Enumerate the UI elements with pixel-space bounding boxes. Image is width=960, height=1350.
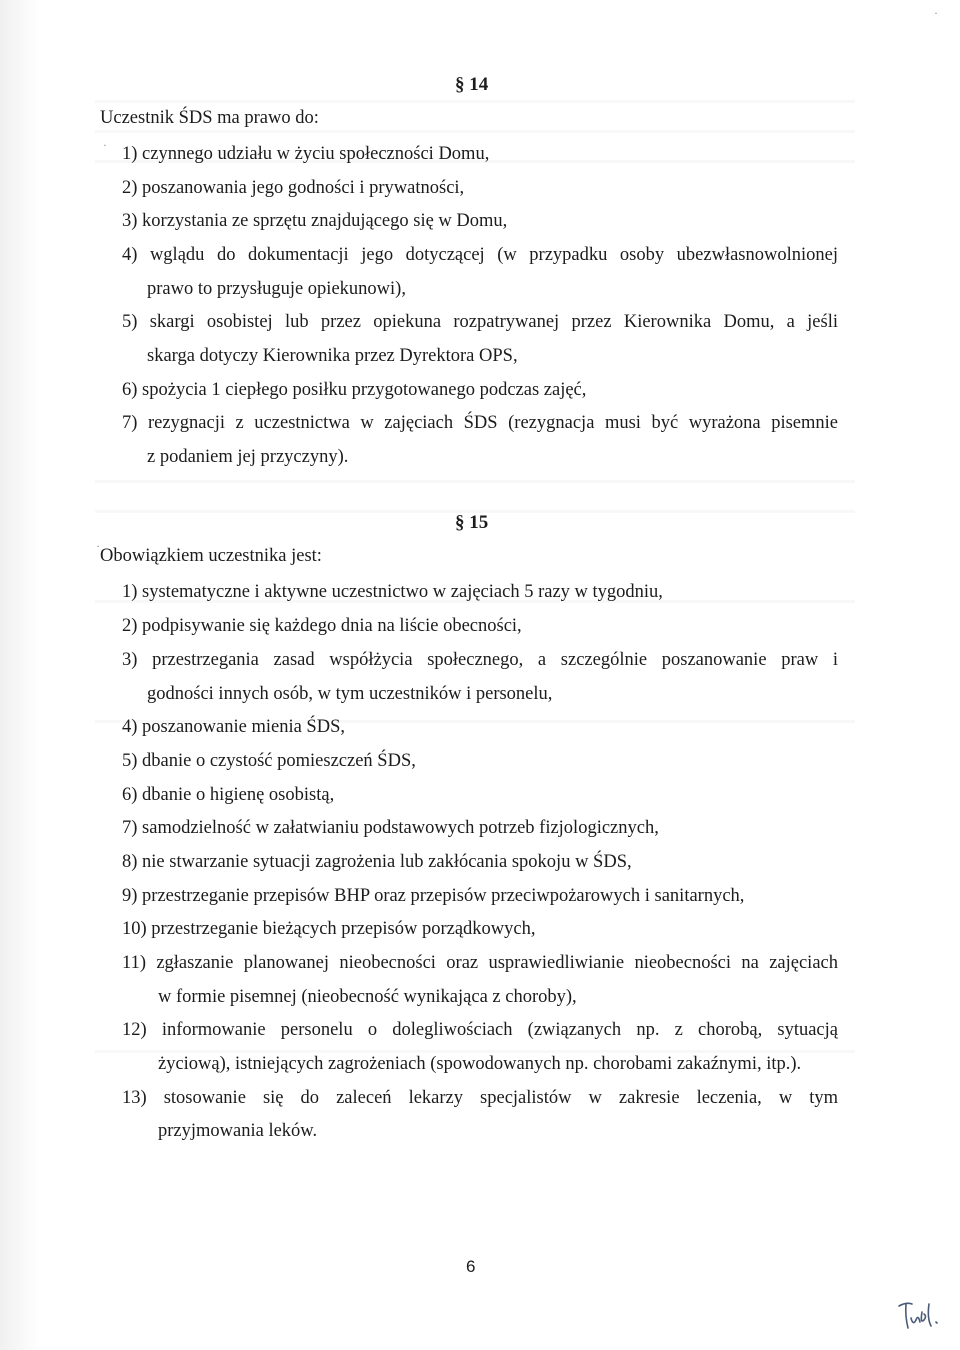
list-item: 2) podpisywanie się każdego dnia na liście obecności,: [122, 616, 522, 636]
section-14-title: § 14: [455, 74, 489, 95]
scan-speck: ·: [103, 138, 107, 152]
list-item-continuation: skarga dotyczy Kierownika przez Dyrektora OPS,: [147, 346, 518, 366]
list-item: 9) przestrzeganie przepisów BHP oraz przepisów przeciwpożarowych i sanitarnych,: [122, 886, 745, 906]
list-item: 4) poszanowanie mienia ŚDS,: [122, 717, 345, 737]
list-item: 11) zgłaszanie planowanej nieobecności oraz usprawiedliwianie nieobecności na zajęciach: [122, 953, 838, 973]
list-item: 1) czynnego udziału w życiu społeczności Domu,: [122, 144, 490, 164]
list-item: 6) spożycia 1 ciepłego posiłku przygotowanego podczas zajęć,: [122, 380, 587, 400]
list-item-continuation: z podaniem jej przyczyny).: [147, 447, 349, 467]
list-item-continuation: w formie pisemnej (nieobecność wynikająca z choroby),: [158, 987, 577, 1007]
list-item: 8) nie stwarzanie sytuacji zagrożenia lub zakłócania spokoju w ŚDS,: [122, 852, 632, 872]
list-item: 4) wglądu do dokumentacji jego dotyczącej (w przypadku osoby ubezwłasnowolnionej: [122, 245, 838, 265]
list-item-continuation: przyjmowania leków.: [158, 1121, 318, 1141]
bleed-through-line: [95, 100, 855, 103]
list-item: 6) dbanie o higienę osobistą,: [122, 785, 335, 805]
list-item: 3) przestrzegania zasad współżycia społecznego, a szczególnie poszanowanie praw i: [122, 650, 838, 670]
section-14-intro: Uczestnik ŚDS ma prawo do:: [100, 108, 319, 128]
scan-speck: ·: [934, 6, 938, 20]
scan-speck: ·: [96, 539, 100, 553]
section-15-intro: Obowiązkiem uczestnika jest:: [100, 546, 322, 566]
list-item-continuation: życiową), istniejących zagrożeniach (spowodowanych np. chorobami zakaźnymi, itp.).: [158, 1054, 802, 1074]
list-item: 2) poszanowania jego godności i prywatności,: [122, 178, 465, 198]
list-item: 5) dbanie o czystość pomieszczeń ŚDS,: [122, 751, 416, 771]
list-item-continuation: prawo to przysługuje opiekunowi),: [147, 279, 406, 299]
list-item: 7) samodzielność w załatwianiu podstawowych potrzeb fizjologicznych,: [122, 818, 659, 838]
handwritten-signature: [896, 1298, 940, 1334]
list-item: 1) systematyczne i aktywne uczestnictwo w zajęciach 5 razy w tygodniu,: [122, 582, 663, 602]
list-item: 10) przestrzeganie bieżących przepisów porządkowych,: [122, 919, 536, 939]
page-number: 6: [466, 1257, 476, 1276]
list-item-continuation: godności innych osób, w tym uczestników i personelu,: [147, 684, 553, 704]
list-item: 13) stosowanie się do zaleceń lekarzy specjalistów w zakresie leczenia, w tym: [122, 1088, 838, 1108]
scan-edge-shadow: [0, 0, 40, 1350]
list-item: 3) korzystania ze sprzętu znajdującego się w Domu,: [122, 211, 508, 231]
list-item: 12) informowanie personelu o dolegliwościach (związanych np. z chorobą, sytuacją: [122, 1020, 838, 1040]
list-item: 5) skargi osobistej lub przez opiekuna rozpatrywanej przez Kierownika Domu, a jeśli: [122, 312, 838, 332]
list-item: 7) rezygnacji z uczestnictwa w zajęciach ŚDS (rezygnacja musi być wyrażona pisemnie: [122, 413, 838, 433]
bleed-through-line: [95, 130, 855, 133]
bleed-through-line: [95, 480, 855, 483]
section-15-title: § 15: [455, 512, 489, 533]
